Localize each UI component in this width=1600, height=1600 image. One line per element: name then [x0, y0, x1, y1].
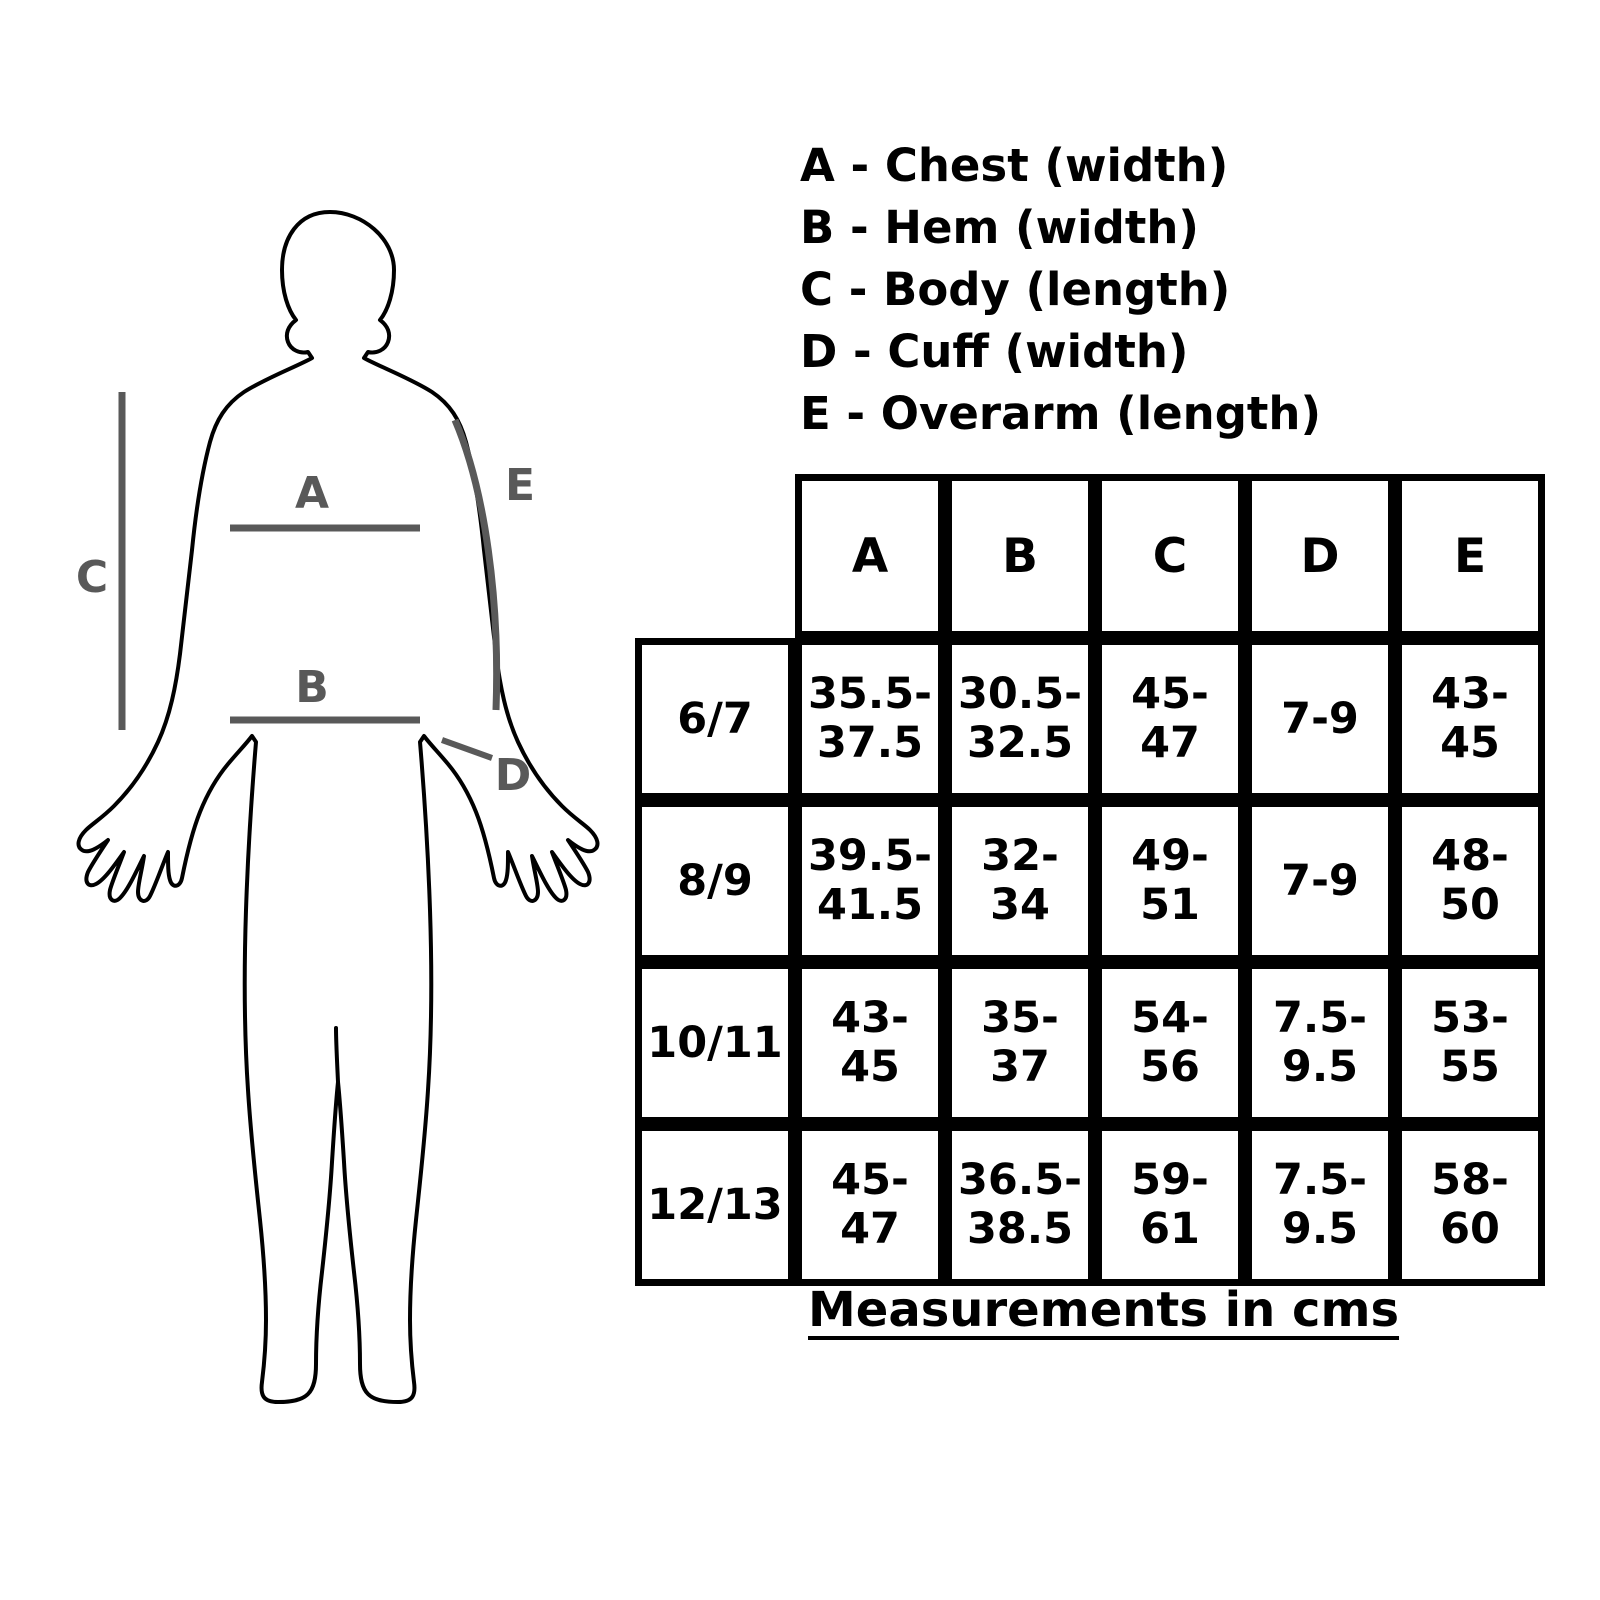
cell-a: 43-45	[795, 962, 945, 1124]
column-header-a: A	[795, 474, 945, 638]
size-chart-table	[635, 474, 1545, 1286]
column-header-e: E	[1395, 474, 1545, 638]
cell-c: 59-61	[1095, 1124, 1245, 1286]
cell-c: 49-51	[1095, 800, 1245, 962]
cell-d: 7-9	[1245, 800, 1395, 962]
body-figure-svg	[30, 130, 650, 1450]
legend-item-b: B - Hem (width)	[800, 201, 1199, 254]
column-header-c: C	[1095, 474, 1245, 638]
row-size-label: 12/13	[635, 1124, 795, 1286]
table-row	[635, 962, 1545, 1124]
cell-e: 48-50	[1395, 800, 1545, 962]
cell-e: 53-55	[1395, 962, 1545, 1124]
cell-a: 45-47	[795, 1124, 945, 1286]
guide-line-e	[455, 420, 497, 710]
body-figure-diagram	[30, 130, 650, 1450]
column-header-b: B	[945, 474, 1095, 638]
label-e: E	[504, 460, 536, 511]
label-a: A	[294, 468, 330, 519]
label-b: B	[295, 662, 329, 713]
cell-e: 58-60	[1395, 1124, 1545, 1286]
table-header-row	[635, 474, 1545, 638]
cell-b: 32-34	[945, 800, 1095, 962]
cell-b: 35-37	[945, 962, 1095, 1124]
measurement-legend	[800, 135, 1560, 445]
row-size-label: 6/7	[635, 638, 795, 800]
cell-d: 7.5-9.5	[1245, 962, 1395, 1124]
guide-line-d	[442, 740, 492, 758]
label-d: D	[494, 750, 532, 801]
label-c: C	[75, 552, 109, 603]
cell-e: 43-45	[1395, 638, 1545, 800]
column-header-d: D	[1245, 474, 1395, 638]
cell-d: 7.5-9.5	[1245, 1124, 1395, 1286]
cell-c: 45-47	[1095, 638, 1245, 800]
cell-a: 39.5-41.5	[795, 800, 945, 962]
measurement-units-note: Measurements in cms	[808, 1282, 1400, 1338]
legend-item-c: C - Body (length)	[800, 263, 1231, 316]
row-size-label: 8/9	[635, 800, 795, 962]
table-corner-cell	[635, 474, 795, 638]
table-row	[635, 638, 1545, 800]
legend-item-e: E - Overarm (length)	[800, 387, 1322, 440]
table-row	[635, 800, 1545, 962]
cell-c: 54-56	[1095, 962, 1245, 1124]
legend-item-d: D - Cuff (width)	[800, 325, 1189, 378]
cell-a: 35.5-37.5	[795, 638, 945, 800]
body-outline-icon	[79, 212, 598, 1402]
cell-b: 30.5-32.5	[945, 638, 1095, 800]
row-size-label: 10/11	[635, 962, 795, 1124]
table-row	[635, 1124, 1545, 1286]
legend-item-a: A - Chest (width)	[800, 139, 1229, 192]
cell-b: 36.5-38.5	[945, 1124, 1095, 1286]
cell-d: 7-9	[1245, 638, 1395, 800]
